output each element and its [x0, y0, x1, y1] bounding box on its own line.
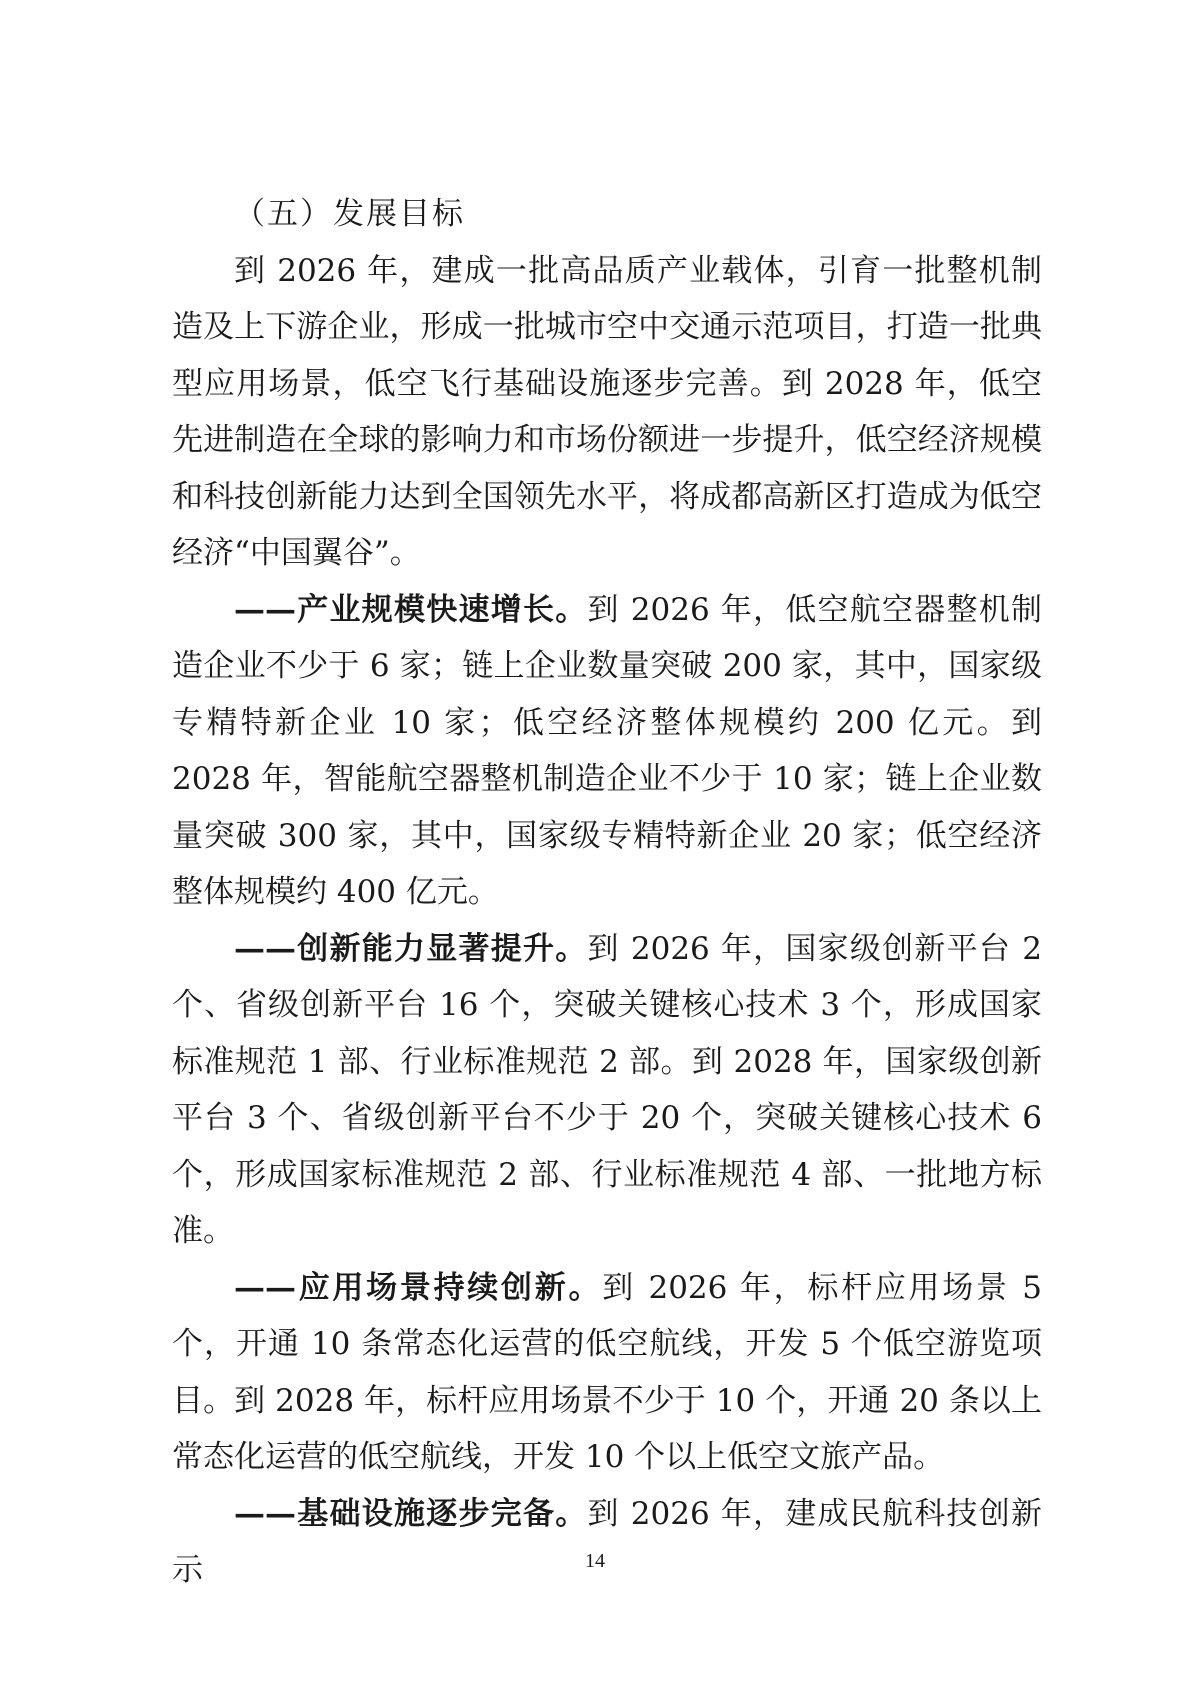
- paragraph-lead: ——创新能力显著提升。: [234, 930, 588, 967]
- paragraph-infrastructure: [172, 1486, 1042, 1599]
- paragraph-text: 到 2026 年，建成民航科技创新示: [172, 1495, 1042, 1588]
- paragraph-innovation: [172, 921, 1042, 1260]
- section-heading: （五）发展目标: [234, 196, 465, 232]
- body-text: [172, 186, 1042, 1599]
- paragraph-overview: [172, 243, 1042, 582]
- paragraph-text: 到 2026 年，国家级创新平台 2 个、省级创新平台 16 个，突破关键核心技术 3 个，形成国家标准规范 1 部、行业标准规范 2 部。到 2028 年，国家级创新平台 3 个、省级创新平台不少于 20 个，突破关键核心技术 6 个，形成国家标准规范 2 部、行业标准规范 4 部、一批地方标准。: [172, 930, 1042, 1249]
- paragraph-lead: ——产业规模快速增长。: [234, 591, 588, 628]
- paragraph-lead: ——基础设施逐步完备。: [234, 1495, 588, 1532]
- paragraph-text: 到 2026 年，低空航空器整机制造企业不少于 6 家；链上企业数量突破 200 家，其中，国家级专精特新企业 10 家；低空经济整体规模约 200 亿元。到 2028 年，智能航空器整机制造企业不少于 10 家；链上企业数量突破 300 家，其中，国家级专精特新企业 20 家；低空经济整体规模约 400 亿元。: [172, 591, 1042, 910]
- paragraph-text: 到 2026 年，建成一批高品质产业载体，引育一批整机制造及上下游企业，形成一批城市空中交通示范项目，打造一批典型应用场景，低空飞行基础设施逐步完善。到 2028 年，低空先进制造在全球的影响力和市场份额进一步提升，低空经济规模和科技创新能力达到全国领先水平，将成都高新区打造成为低空经济“中国翼谷”。: [172, 252, 1042, 571]
- page-number: 14: [585, 1550, 605, 1572]
- paragraph-lead: ——应用场景持续创新。: [234, 1269, 603, 1306]
- paragraph-application: [172, 1260, 1042, 1486]
- paragraph-text: 到 2026 年，标杆应用场景 5 个，开通 10 条常态化运营的低空航线，开发 5 个低空游览项目。到 2028 年，标杆应用场景不少于 10 个，开通 20 条以上常态化运营的低空航线，开发 10 个以上低空文旅产品。: [172, 1269, 1042, 1475]
- paragraph-industry-scale: [172, 582, 1042, 921]
